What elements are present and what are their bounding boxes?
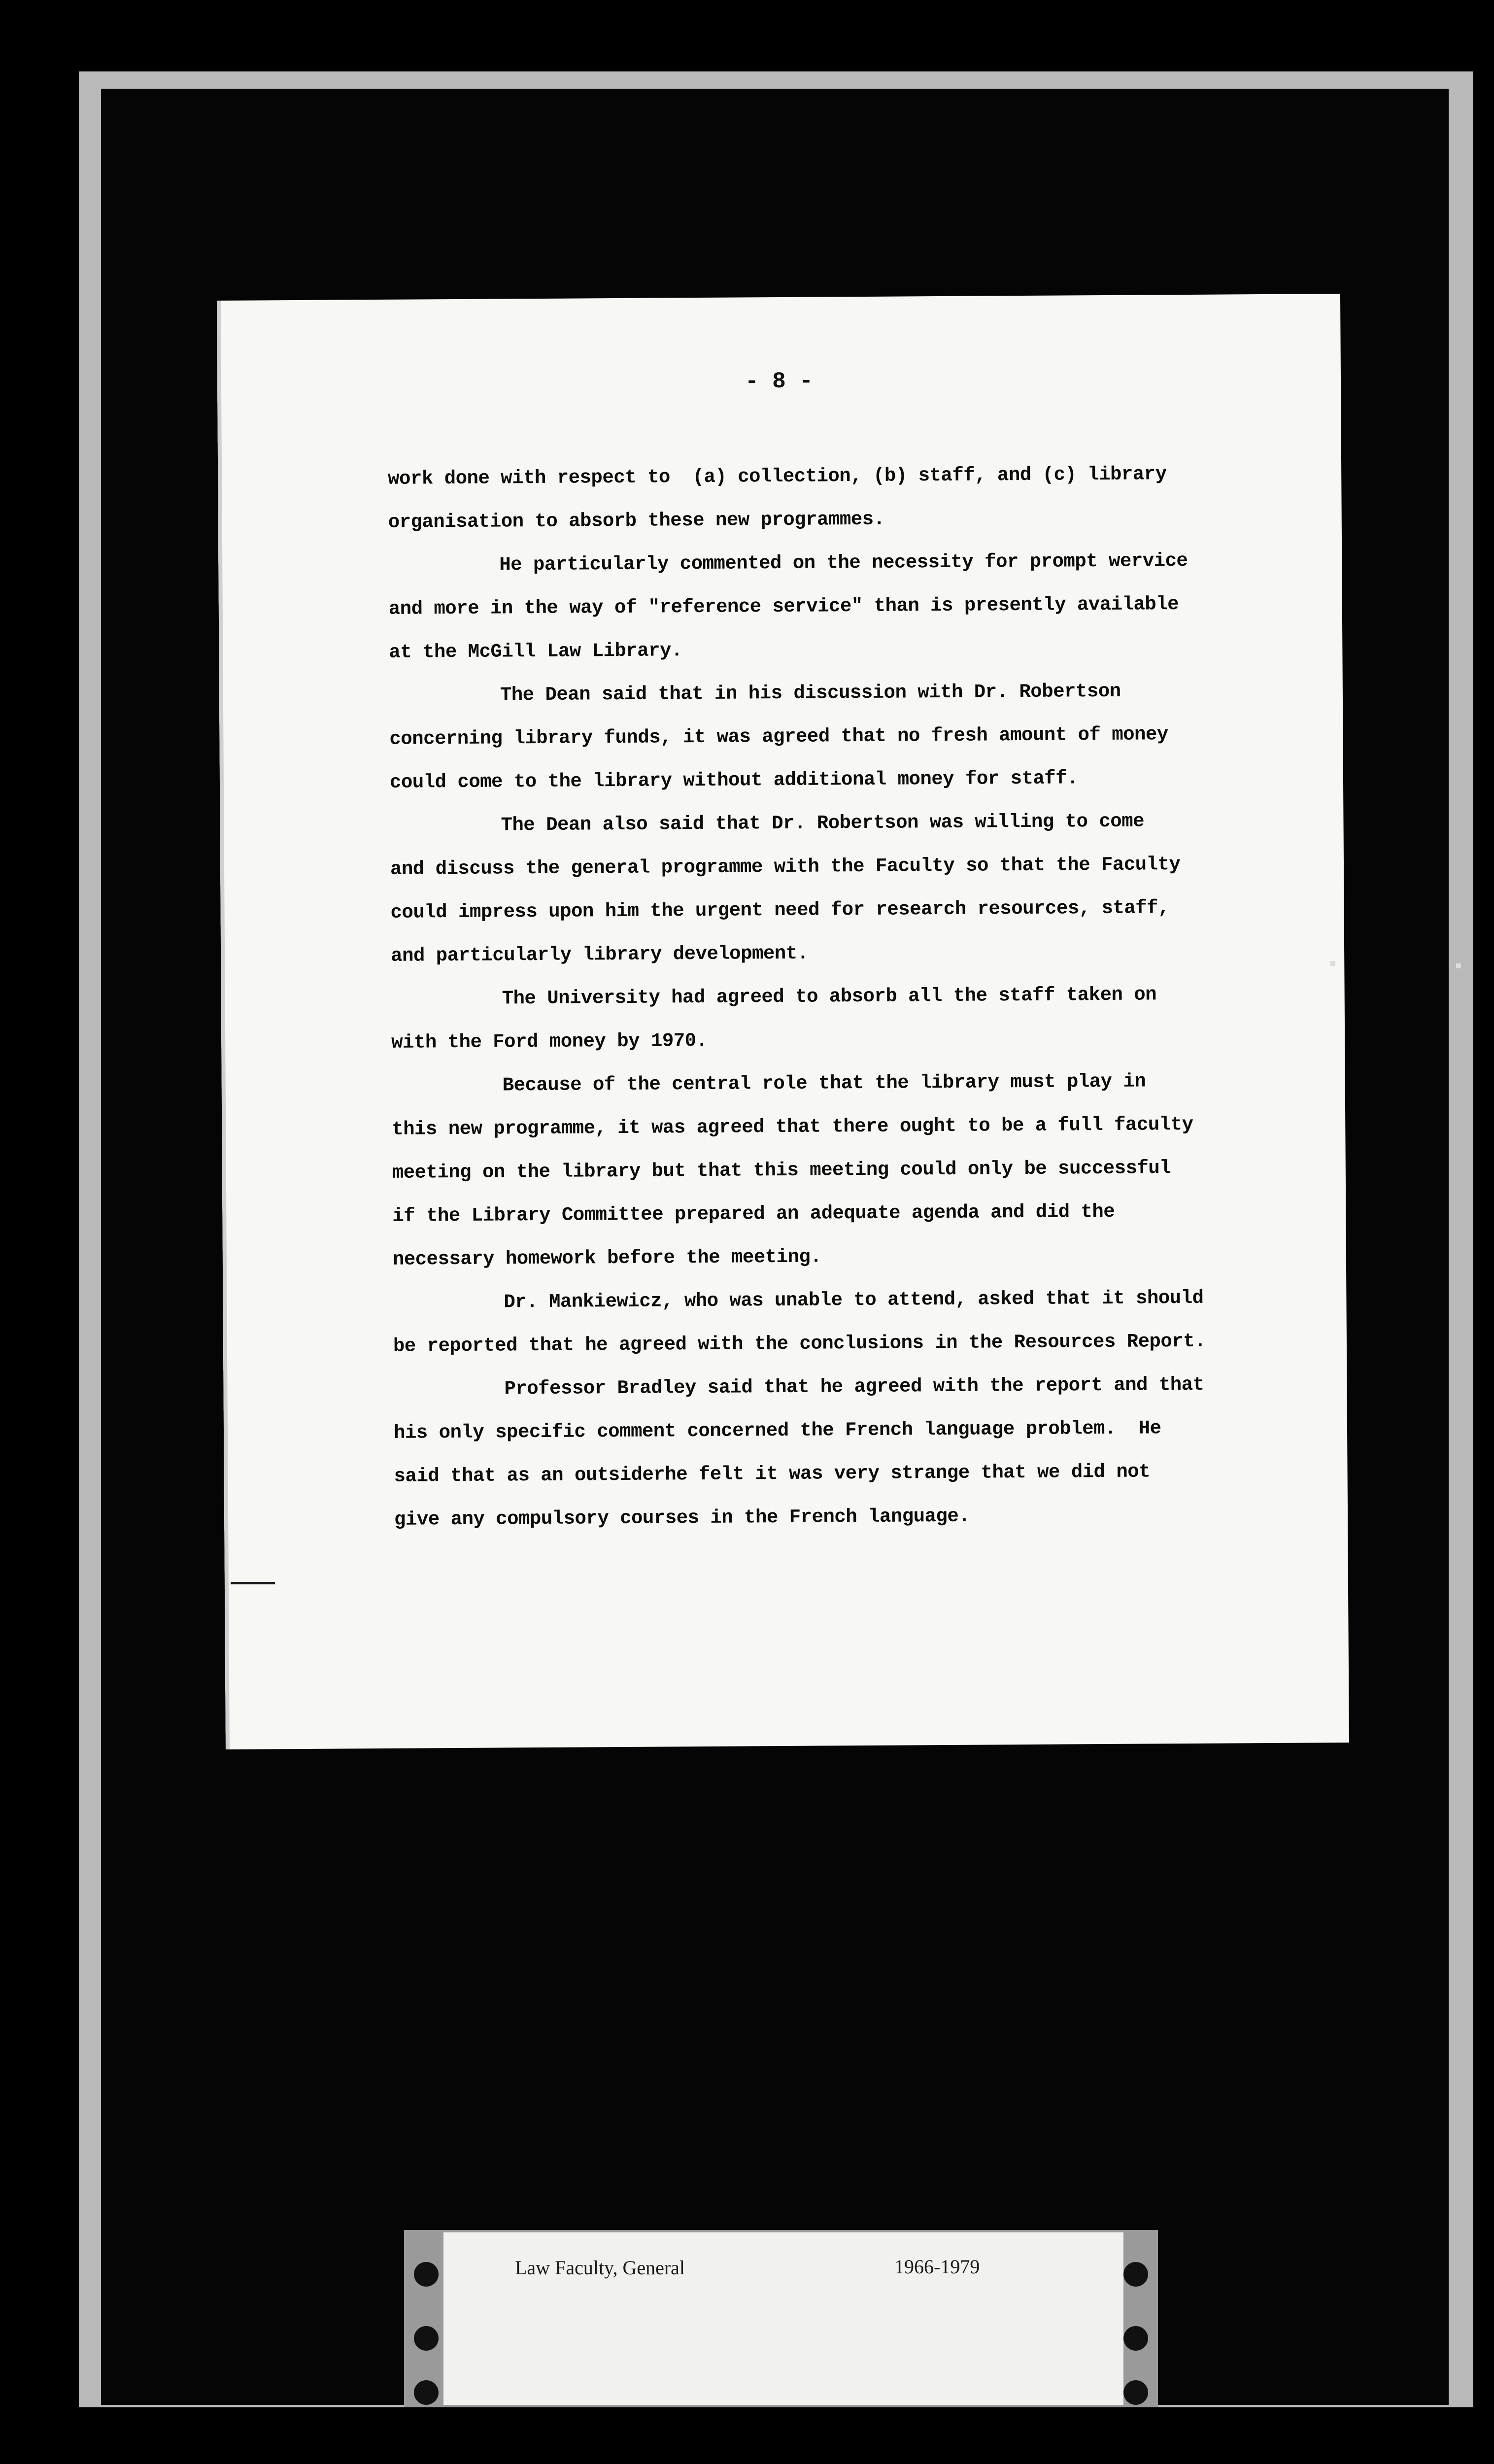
document-line: concerning library funds, it was agreed that no fresh amount of money <box>389 723 1168 750</box>
document-line: Professor Bradley said that he agreed with the report and that <box>504 1373 1204 1400</box>
document-line: organisation to absorb these new programmes. <box>388 508 885 533</box>
sprocket-hole <box>414 2326 439 2351</box>
document-line: give any compulsory courses in the French language. <box>394 1505 970 1531</box>
document-line: this new programme, it was agreed that there ought to be a full faculty <box>392 1113 1193 1140</box>
document-line: meeting on the library but that this meeting could only be successful <box>392 1157 1171 1184</box>
sprocket-hole <box>414 2380 439 2405</box>
document-line: work done with respect to (a) collection, (b) staff, and (c) library <box>388 463 1167 490</box>
document-line: Because of the central role that the library must play in <box>502 1070 1146 1096</box>
document-line: The University had agreed to absorb all the staff taken on <box>502 984 1157 1010</box>
document-line: The Dean said that in his discussion with Dr. Robertson <box>500 680 1121 706</box>
document-line: Dr. Mankiewicz, who was unable to attend, asked that it should <box>504 1287 1204 1313</box>
margin-mark <box>231 1582 275 1584</box>
document-line: and discuss the general programme with the Faculty so that the Faculty <box>390 854 1181 880</box>
document-page <box>217 294 1349 1749</box>
document-line: necessary homework before the meeting. <box>392 1246 822 1270</box>
document-line: could impress upon him the urgent need for research resources, staff, <box>390 897 1170 924</box>
page-number: - 8 - <box>745 368 814 395</box>
edge-speck <box>1456 963 1461 968</box>
document-line: be reported that he agreed with the conclusions in the Resources Report. <box>393 1330 1206 1357</box>
document-line: and particularly library development. <box>390 942 809 967</box>
document-body <box>388 451 1330 1541</box>
document-line: at the McGill Law Library. <box>389 640 682 663</box>
document-line: his only specific comment concerned the French language problem. He <box>393 1417 1161 1444</box>
edge-speck <box>1330 961 1335 966</box>
archive-label <box>443 2232 1123 2405</box>
sprocket-hole <box>1123 2262 1148 2287</box>
document-line: The Dean also said that Dr. Robertson was willing to come <box>501 810 1145 836</box>
sprocket-hole <box>1123 2380 1148 2405</box>
label-date-range: 1966-1979 <box>894 2256 980 2278</box>
document-line: could come to the library without additional money for staff. <box>389 767 1079 793</box>
document-line: He particularly commented on the necessity for prompt wervice <box>499 549 1188 576</box>
document-line: with the Ford money by 1970. <box>391 1029 708 1054</box>
sprocket-hole <box>414 2262 439 2287</box>
document-line: said that as an outsiderhe felt it was very strange that we did not <box>394 1461 1151 1487</box>
document-line: and more in the way of "reference service" than is presently available <box>388 593 1179 620</box>
document-line: if the Library Committee prepared an adequate agenda and did the <box>392 1200 1115 1227</box>
label-collection: Law Faculty, General <box>515 2257 685 2279</box>
sprocket-hole <box>1123 2326 1148 2351</box>
